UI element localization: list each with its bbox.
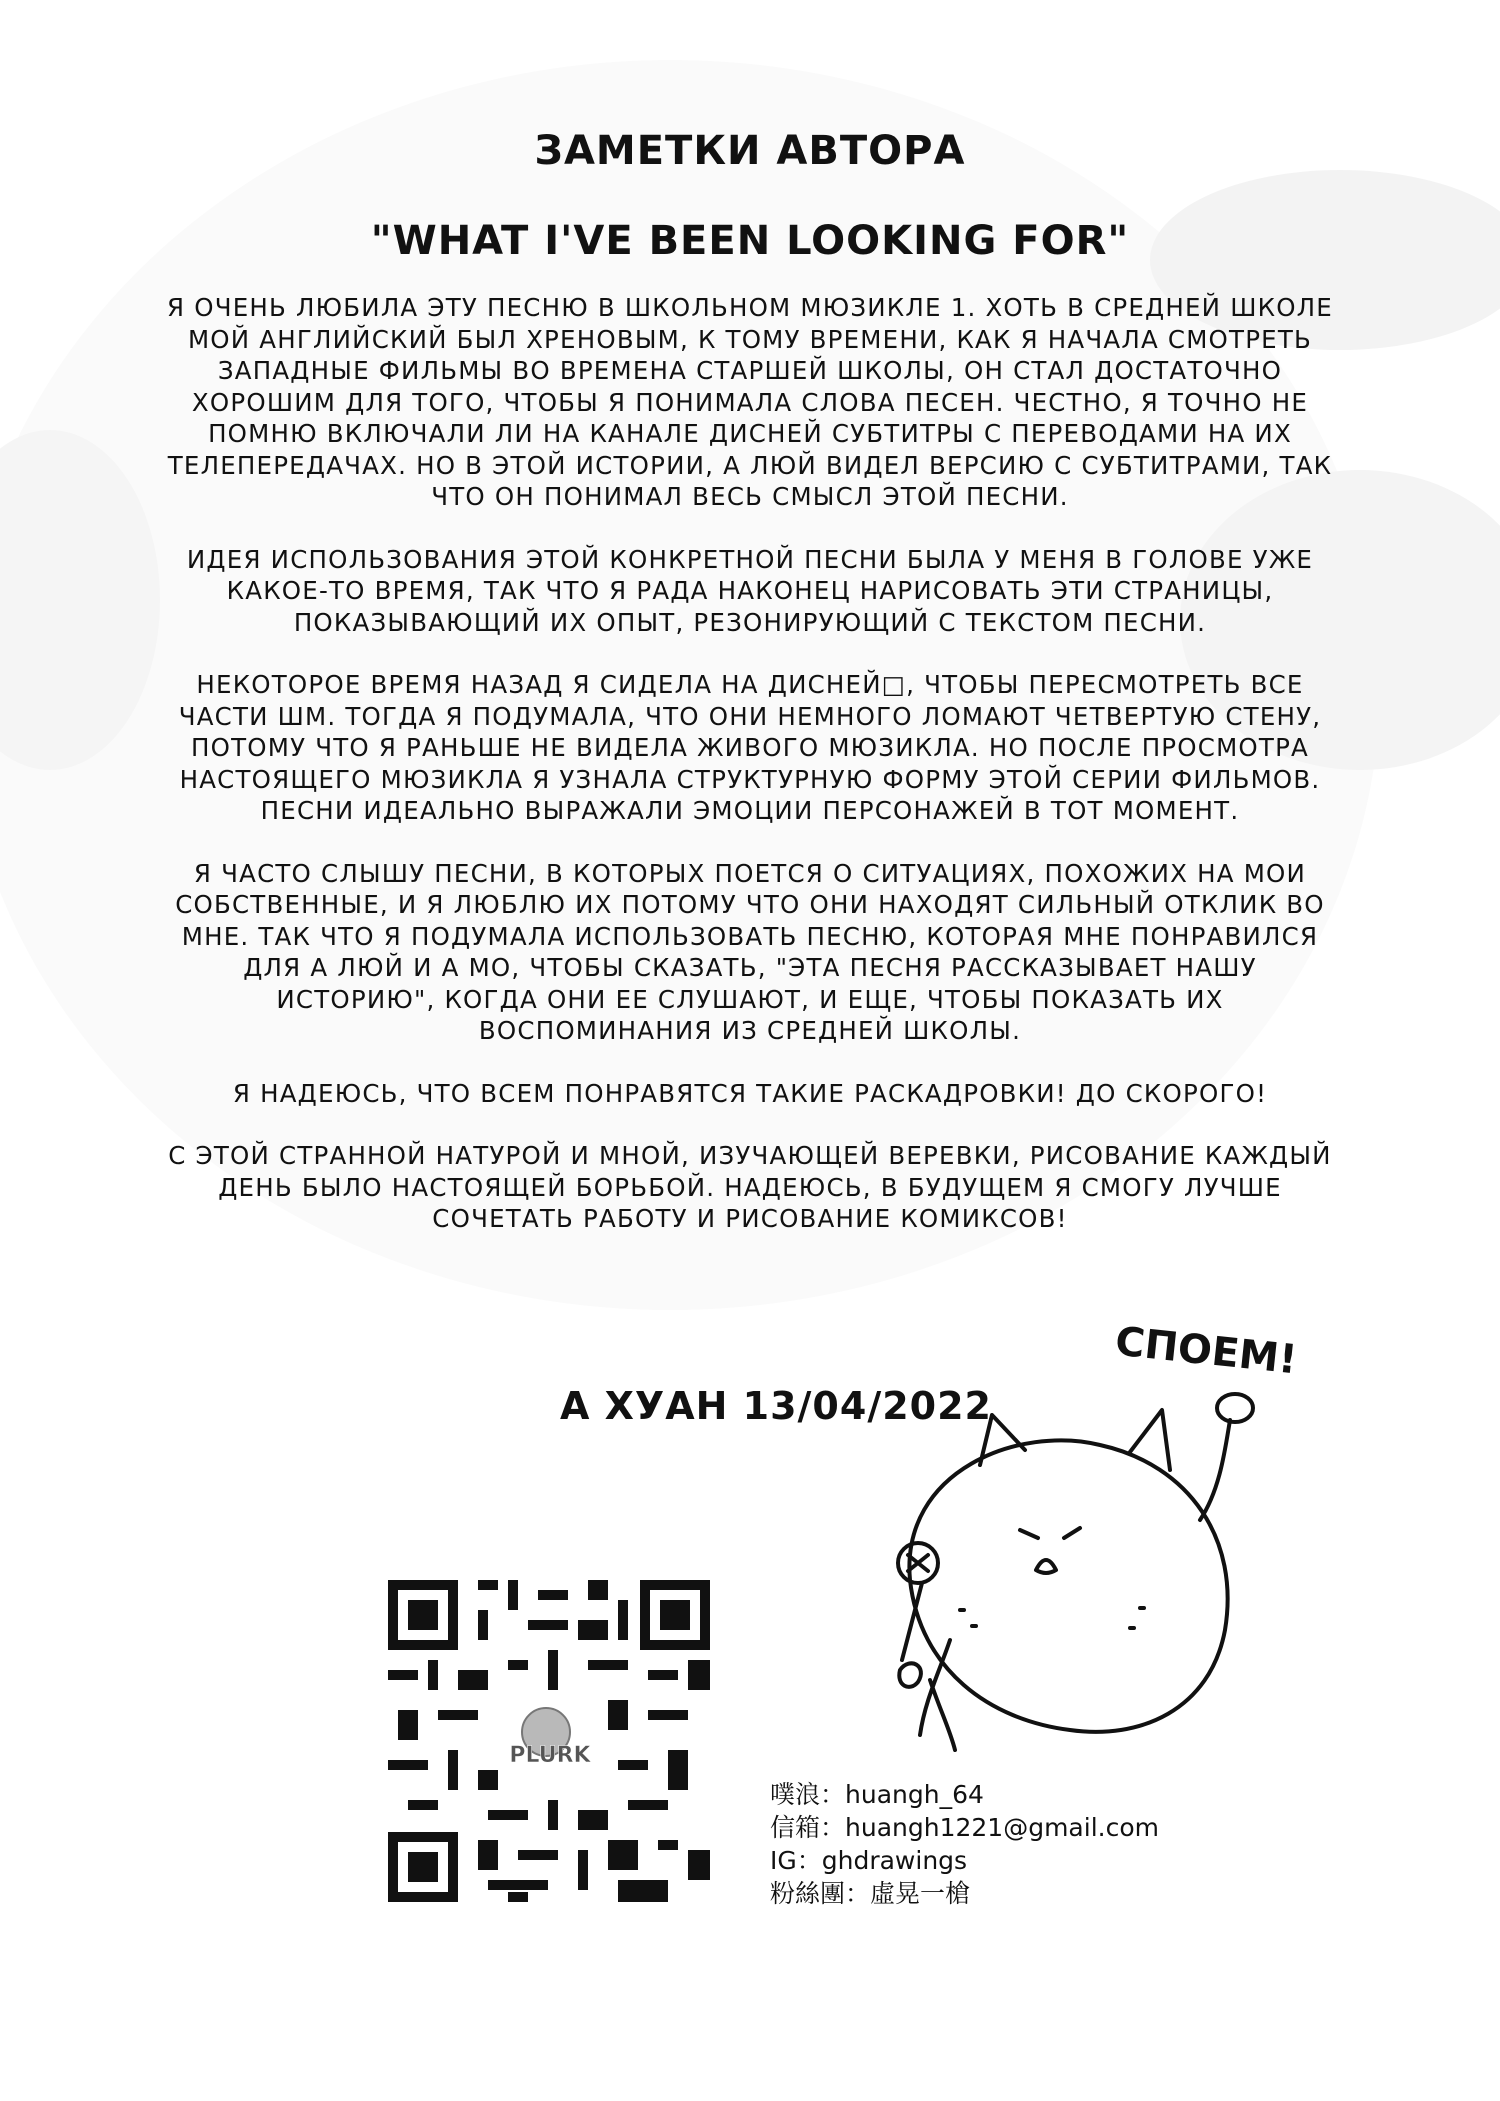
sing-shout-text: СПОЕМ! xyxy=(1113,1318,1300,1384)
contact-row-plurk: 噗浪：huangh_64 xyxy=(770,1780,984,1809)
notes-paragraph: С ЭТОЙ СТРАННОЙ НАТУРОЙ И МНОЙ, ИЗУЧАЮЩЕЙ ВЕРЕВКИ, РИСОВАНИЕ КАЖДЫЙ ДЕНЬ БЫЛО НАСТОЯЩЕЙ БОРЬБОЙ. НАДЕЮСЬ, В БУДУЩЕМ Я СМОГУ ЛУЧШЕ СОЧЕТАТЬ РАБОТУ И РИСОВАНИЕ КОМИКСОВ! xyxy=(168,1141,1332,1233)
notes-paragraph: ИДЕЯ ИСПОЛЬЗОВАНИЯ ЭТОЙ КОНКРЕТНОЙ ПЕСНИ БЫЛА У МЕНЯ В ГОЛОВЕ УЖЕ КАКОЕ-ТО ВРЕМЯ, ТАК ЧТО Я РАДА НАКОНЕЦ НАРИСОВАТЬ ЭТИ СТРАНИЦЫ, ПОКАЗЫВАЮЩИЙ ИХ ОПЫТ, РЕЗОНИРУЮЩИЙ С ТЕКСТОМ ПЕСНИ. xyxy=(186,544,1314,637)
plurk-logo-text: PLURK xyxy=(509,1743,591,1768)
notes-paragraph: Я ОЧЕНЬ ЛЮБИЛА ЭТУ ПЕСНЮ В ШКОЛЬНОМ МЮЗИКЛЕ 1. ХОТЬ В СРЕДНЕЙ ШКОЛЕ МОЙ АНГЛИЙСКИЙ БЫЛ ХРЕНОВЫМ, К ТОМУ ВРЕМЕНИ, КАК Я НАЧАЛА СМОТРЕТЬ ЗАПАДНЫЕ ФИЛЬМЫ ВО ВРЕМЕНА СТАРШЕЙ ШКОЛЫ, ОН СТАЛ ДОСТАТОЧНО ХОРОШИМ ДЛЯ ТОГО, ЧТОБЫ Я ПОНИМАЛА СЛОВА ПЕСЕН. ЧЕСТНО, Я ТОЧНО НЕ ПОМНЮ ВКЛЮЧАЛИ ЛИ НА КАНАЛЕ ДИСНЕЙ СУБТИТРЫ С ПЕРЕВОДАМИ НА ИХ ТЕЛЕПЕРЕДАЧАХ. НО В ЭТОЙ ИСТОРИИ, А ЛЮЙ ВИДЕЛ ВЕРСИЮ С СУБТИТРАМИ, ТАК ЧТО ОН ПОНИМАЛ ВЕСЬ СМЫСЛ ЭТОЙ ПЕСНИ. xyxy=(167,293,1333,511)
contact-info xyxy=(770,1778,1159,1910)
contact-row-email: 信箱：huangh1221@gmail.com xyxy=(770,1813,1159,1842)
notes-paragraph: Я ЧАСТО СЛЫШУ ПЕСНИ, В КОТОРЫХ ПОЕТСЯ О СИТУАЦИЯХ, ПОХОЖИХ НА МОИ СОБСТВЕННЫЕ, И Я ЛЮБЛЮ ИХ ПОТОМУ ЧТО ОНИ НАХОДЯТ СИЛЬНЫЙ ОТКЛИК ВО МНЕ. ТАК ЧТО Я ПОДУМАЛА ИСПОЛЬЗОВАТЬ ПЕСНЮ, КОТОРАЯ МНЕ ПОНРАВИЛСЯ ДЛЯ А ЛЮЙ И А МО, ЧТОБЫ СКАЗАТЬ, "ЭТА ПЕСНЯ РАССКАЗЫВАЕТ НАШУ ИСТОРИЮ", КОГДА ОНИ ЕЕ СЛУШАЮТ, И ЕЩЕ, ЧТОБЫ ПОКАЗАТЬ ИХ ВОСПОМИНАНИЯ ИЗ СРЕДНЕЙ ШКОЛЫ. xyxy=(175,858,1325,1045)
song-title: "WHAT I'VE BEEN LOOKING FOR" xyxy=(370,218,1130,264)
notes-paragraph: НЕКОТОРОЕ ВРЕМЯ НАЗАД Я СИДЕЛА НА ДИСНЕЙ□, ЧТОБЫ ПЕРЕСМОТРЕТЬ ВСЕ ЧАСТИ ШМ. ТОГДА Я ПОДУМАЛА, ЧТО ОНИ НЕМНОГО ЛОМАЮТ ЧЕТВЕРТУЮ СТЕНУ, ПОТОМУ ЧТО Я РАНЬШЕ НЕ ВИДЕЛА ЖИВОГО МЮЗИКЛА. НО ПОСЛЕ ПРОСМОТРА НАСТОЯЩЕГО МЮЗИКЛА Я УЗНАЛА СТРУКТУРНУЮ ФОРМУ ЭТОЙ СЕРИИ ФИЛЬМОВ. ПЕСНИ ИДЕАЛЬНО ВЫРАЖАЛИ ЭМОЦИИ ПЕРСОНАЖЕЙ В ТОТ МОМЕНТ. xyxy=(178,670,1322,825)
page-title: ЗАМЕТКИ АВТОРА xyxy=(534,128,966,174)
author-notes-text xyxy=(165,292,1335,1266)
contact-row-fanpage: 粉絲團：虛晃一槍 xyxy=(770,1879,971,1908)
author-signature: А ХУАН 13/04/2022 xyxy=(560,1384,992,1428)
qr-code-icon xyxy=(388,1580,710,1902)
contact-row-instagram: IG：ghdrawings xyxy=(770,1846,968,1875)
notes-paragraph: Я НАДЕЮСЬ, ЧТО ВСЕМ ПОНРАВЯТСЯ ТАКИЕ РАСКАДРОВКИ! ДО СКОРОГО! xyxy=(232,1078,1268,1108)
